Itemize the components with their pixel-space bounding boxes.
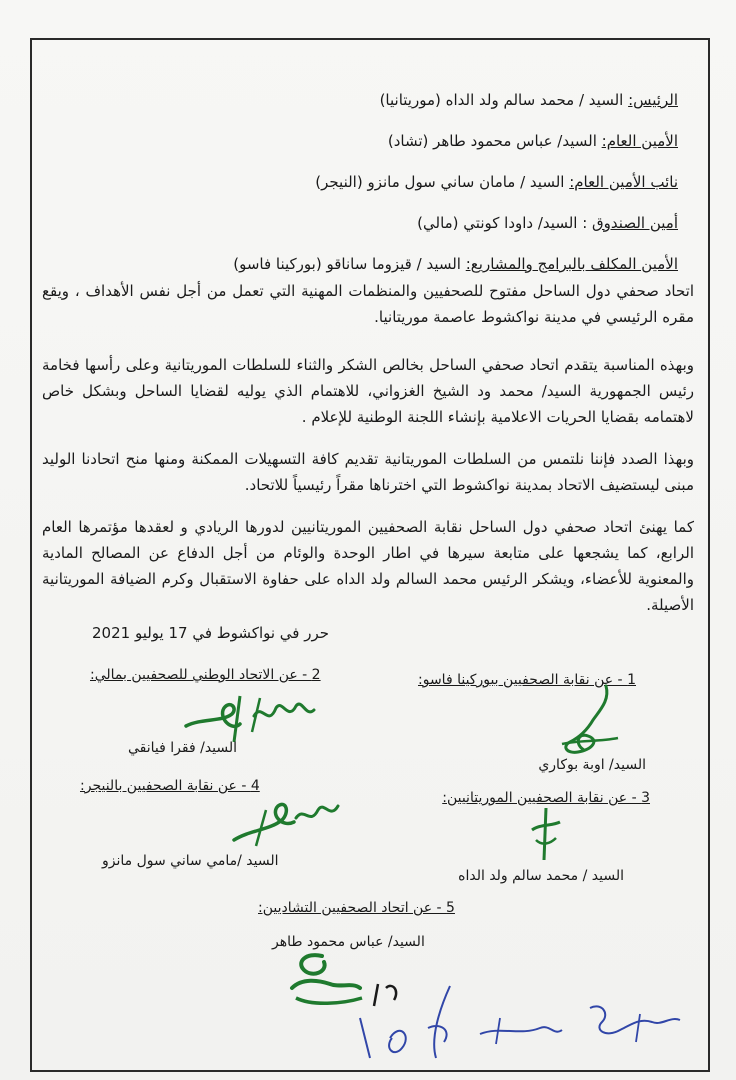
officer-label: أمين الصندوق — [592, 214, 678, 232]
officer-label: الرئيس: — [628, 91, 678, 109]
signatory-title: 2 - عن الاتحاد الوطني للصحفيين بمالي: — [90, 667, 321, 683]
signatory-name: السيد / محمد سالم ولد الداه — [458, 868, 624, 884]
officer-label: نائب الأمين العام: — [569, 173, 678, 191]
signatory-name: السيد/ فقرا فيانقي — [128, 740, 238, 756]
signature-mauritania — [526, 804, 566, 864]
signatory-name: السيد/ اوبة بوكاري — [538, 757, 646, 773]
officer-line-programs — [58, 254, 678, 274]
signatory-title: 1 - عن نقابة الصحفيين ببوركينا فاسو: — [418, 672, 636, 688]
officer-value: السيد / قيزوما ساناقو (بوركينا فاسو) — [233, 255, 466, 273]
date-line: حرر في نواكشوط في 17 يوليو 2021 — [92, 624, 330, 642]
signature-mali — [182, 688, 332, 748]
officer-value: : السيد/ داودا كونتي (مالي) — [417, 214, 593, 232]
officer-value: السيد / مامان ساني سول مانزو (النيجر) — [315, 173, 570, 191]
signatory-title: 3 - عن نقابة الصحفيين الموريتانيين: — [442, 790, 650, 806]
signature-niger — [226, 790, 356, 850]
officer-line-president — [78, 90, 678, 110]
signature-burkina — [548, 680, 628, 765]
officer-value: السيد / محمد سالم ولد الداه (موريتانيا) — [379, 91, 629, 109]
paragraph-intro: اتحاد صحفي دول الساحل مفتوح للصحفيين والمنظمات المهنية التي تعمل من أجل نفس الأهداف ، ويقع مقره الرئيسي في مدينة نواكشوط عاصمة موريتانيا. — [42, 282, 694, 326]
paragraph-thanks: وبهذه المناسبة يتقدم اتحاد صحفي الساحل بخالص الشكر والثناء للسلطات الموريتانية وعلى رأسها فخامة رئيس الجمهورية السيد/ محمد ود الشيخ الغزواني، للاهتمام الذي يوليه لقضايا الساحل وبشكل خاص لاهتمامه بقضايا الحريات الاعلامية بإنشاء اللجنة الوطنية للإعلام . — [42, 356, 694, 426]
signature-blue-ink — [340, 978, 700, 1068]
officer-line-deputy-secretary — [78, 172, 678, 192]
signatory-title: 4 - عن نقابة الصحفيين بالنيجر: — [80, 778, 260, 794]
officer-line-treasurer — [78, 213, 678, 233]
signatory-name: السيد /مامي ساني سول مانزو — [102, 853, 279, 869]
officer-label: الأمين العام: — [601, 132, 678, 150]
officer-label: الأمين المكلف بالبرامج والمشاريع: — [465, 255, 678, 273]
officer-line-secretary-general — [78, 131, 678, 151]
signatory-name: السيد/ عباس محمود طاهر — [272, 934, 425, 950]
paragraph-congrats: كما يهنئ اتحاد صحفي دول الساحل نقابة الصحفيين الموريتانيين لدورها الريادي و لعقدها مؤتمرها العام الرابع، كما يشجعها على متابعة سيرها في اطار الوحدة والوئام من أجل الدفاع عن المصالح المادية والمعنوية للأعضاء، ويشكر الرئيس محمد السالم ولد الداه على حفاوة الاستقبال وكرم الضيافة الموريتانية الأصيلة. — [42, 518, 694, 614]
paragraph-request: وبهذا الصدد فإننا نلتمس من السلطات الموريتانية تقديم كافة التسهيلات الممكنة ومنها منح اتحادنا الوليد مبنى ليستضيف الاتحاد بمدينة نواكشوط التي اخترناها مقراً رئيسياً للاتحاد. — [42, 450, 694, 494]
signatory-title: 5 - عن اتحاد الصحفيين التشاديين: — [258, 900, 455, 916]
officer-value: السيد/ عباس محمود طاهر (تشاد) — [387, 132, 602, 150]
